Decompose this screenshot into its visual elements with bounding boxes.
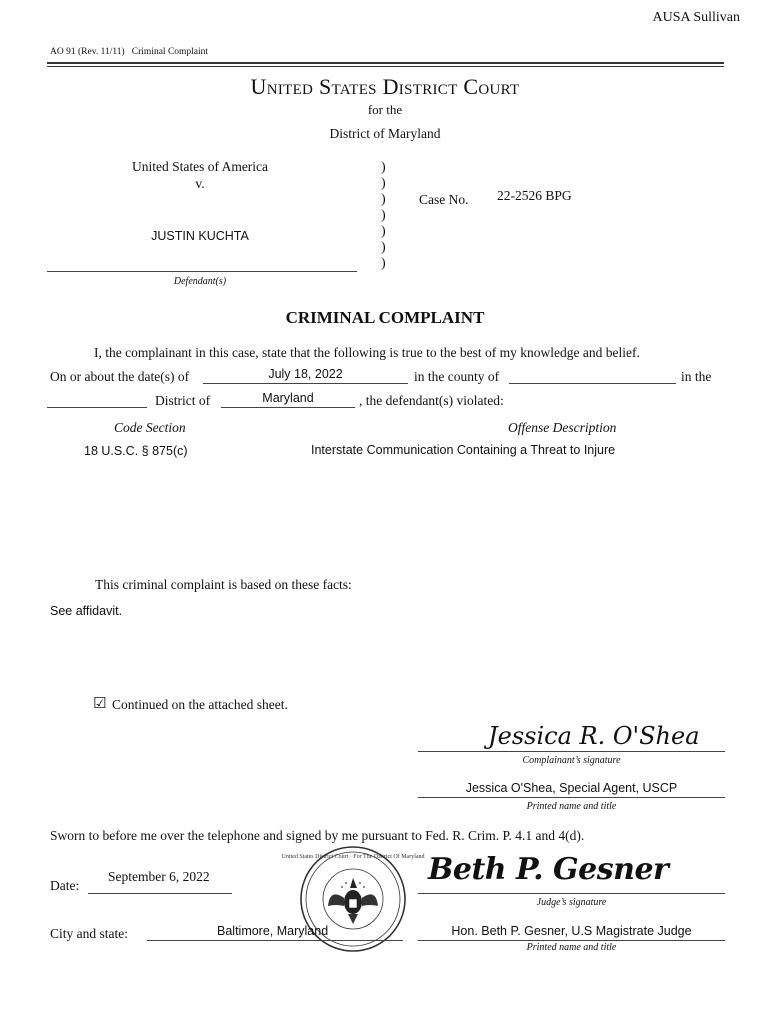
complainant-sig-label: Complainant’s signature	[522, 755, 621, 766]
offense-date: July 18, 2022	[268, 367, 343, 381]
sworn-date-line	[88, 893, 232, 894]
seal-text: United States District Court · For The District Of Maryland	[281, 854, 425, 860]
judge-signature: Beth P. Gesner	[428, 852, 669, 887]
offense-label: Offense Description	[508, 420, 617, 435]
court-name: United States District Court	[250, 74, 520, 99]
caption-brace: ) ) ) ) ) ) )	[381, 160, 386, 271]
case-no-label: Case No.	[419, 192, 469, 207]
date-label: On or about the date(s) of	[50, 369, 190, 384]
date-line	[203, 383, 408, 384]
county-label: in the county of	[414, 369, 500, 384]
sworn-date: September 6, 2022	[108, 869, 210, 884]
judge-sig-line	[418, 893, 725, 894]
code-section: 18 U.S.C. § 875(c)	[84, 444, 188, 458]
header-rule-thick	[47, 62, 724, 64]
sworn-statement: Sworn to before me over the telephone and signed by me pursuant to Fed. R. Crim. P. 4.1 and 4(d).	[50, 828, 585, 843]
judge-printed-name: Hon. Beth P. Gesner, U.S Magistrate Judge	[451, 924, 692, 938]
versus-label: v.	[195, 176, 205, 191]
complainant-printed-name: Jessica O'Shea, Special Agent, USCP	[465, 781, 678, 795]
in-the-label: in the	[681, 369, 712, 384]
district-prefix-line	[47, 407, 147, 408]
continued-checkbox[interactable]: ☑	[93, 695, 107, 712]
form-id: AO 91 (Rev. 11/11) Criminal Complaint	[50, 47, 209, 57]
court-district: District of Maryland	[329, 126, 441, 141]
county-line	[509, 383, 676, 384]
district-line	[221, 407, 355, 408]
complainant-sig-line	[418, 751, 725, 752]
facts-text: See affidavit.	[50, 604, 123, 618]
violated-label: , the defendant(s) violated:	[359, 393, 504, 408]
offense-description: Interstate Communication Containing a Threat to Injure	[311, 443, 616, 457]
complainant-printed-line	[418, 797, 725, 798]
plaintiff-name: United States of America	[131, 159, 269, 174]
judge-printed-line	[418, 940, 725, 941]
sworn-date-label: Date:	[50, 878, 80, 893]
city-state-label: City and state:	[50, 926, 128, 941]
city-state-value: Baltimore, Maryland	[217, 924, 329, 938]
complaint-title: CRIMINAL COMPLAINT	[285, 308, 485, 327]
complainant-signature: Jessica R. O'Shea	[488, 722, 700, 750]
code-section-label: Code Section	[114, 420, 186, 435]
district-of-label: District of	[155, 393, 211, 408]
facts-intro: This criminal complaint is based on these facts:	[95, 577, 352, 592]
judge-sig-label: Judge’s signature	[536, 897, 607, 908]
complainant-printed-label: Printed name and title	[526, 801, 617, 812]
intro-text: I, the complainant in this case, state that the following is true to the best of my knowledge and belief.	[94, 345, 640, 360]
district-value: Maryland	[262, 391, 314, 405]
defendant-name: JUSTIN KUCHTA	[151, 229, 249, 243]
defendant-label: Defendant(s)	[173, 276, 227, 287]
defendant-line	[47, 271, 357, 272]
court-for-the: for the	[367, 102, 403, 117]
judge-printed-label: Printed name and title	[526, 942, 617, 953]
case-number: 22-2526 BPG	[497, 188, 572, 203]
city-state-line	[147, 940, 403, 941]
header-rule-thin	[47, 66, 724, 67]
continued-label: Continued on the attached sheet.	[112, 697, 288, 712]
attorney-label: AUSA Sullivan	[652, 10, 740, 25]
